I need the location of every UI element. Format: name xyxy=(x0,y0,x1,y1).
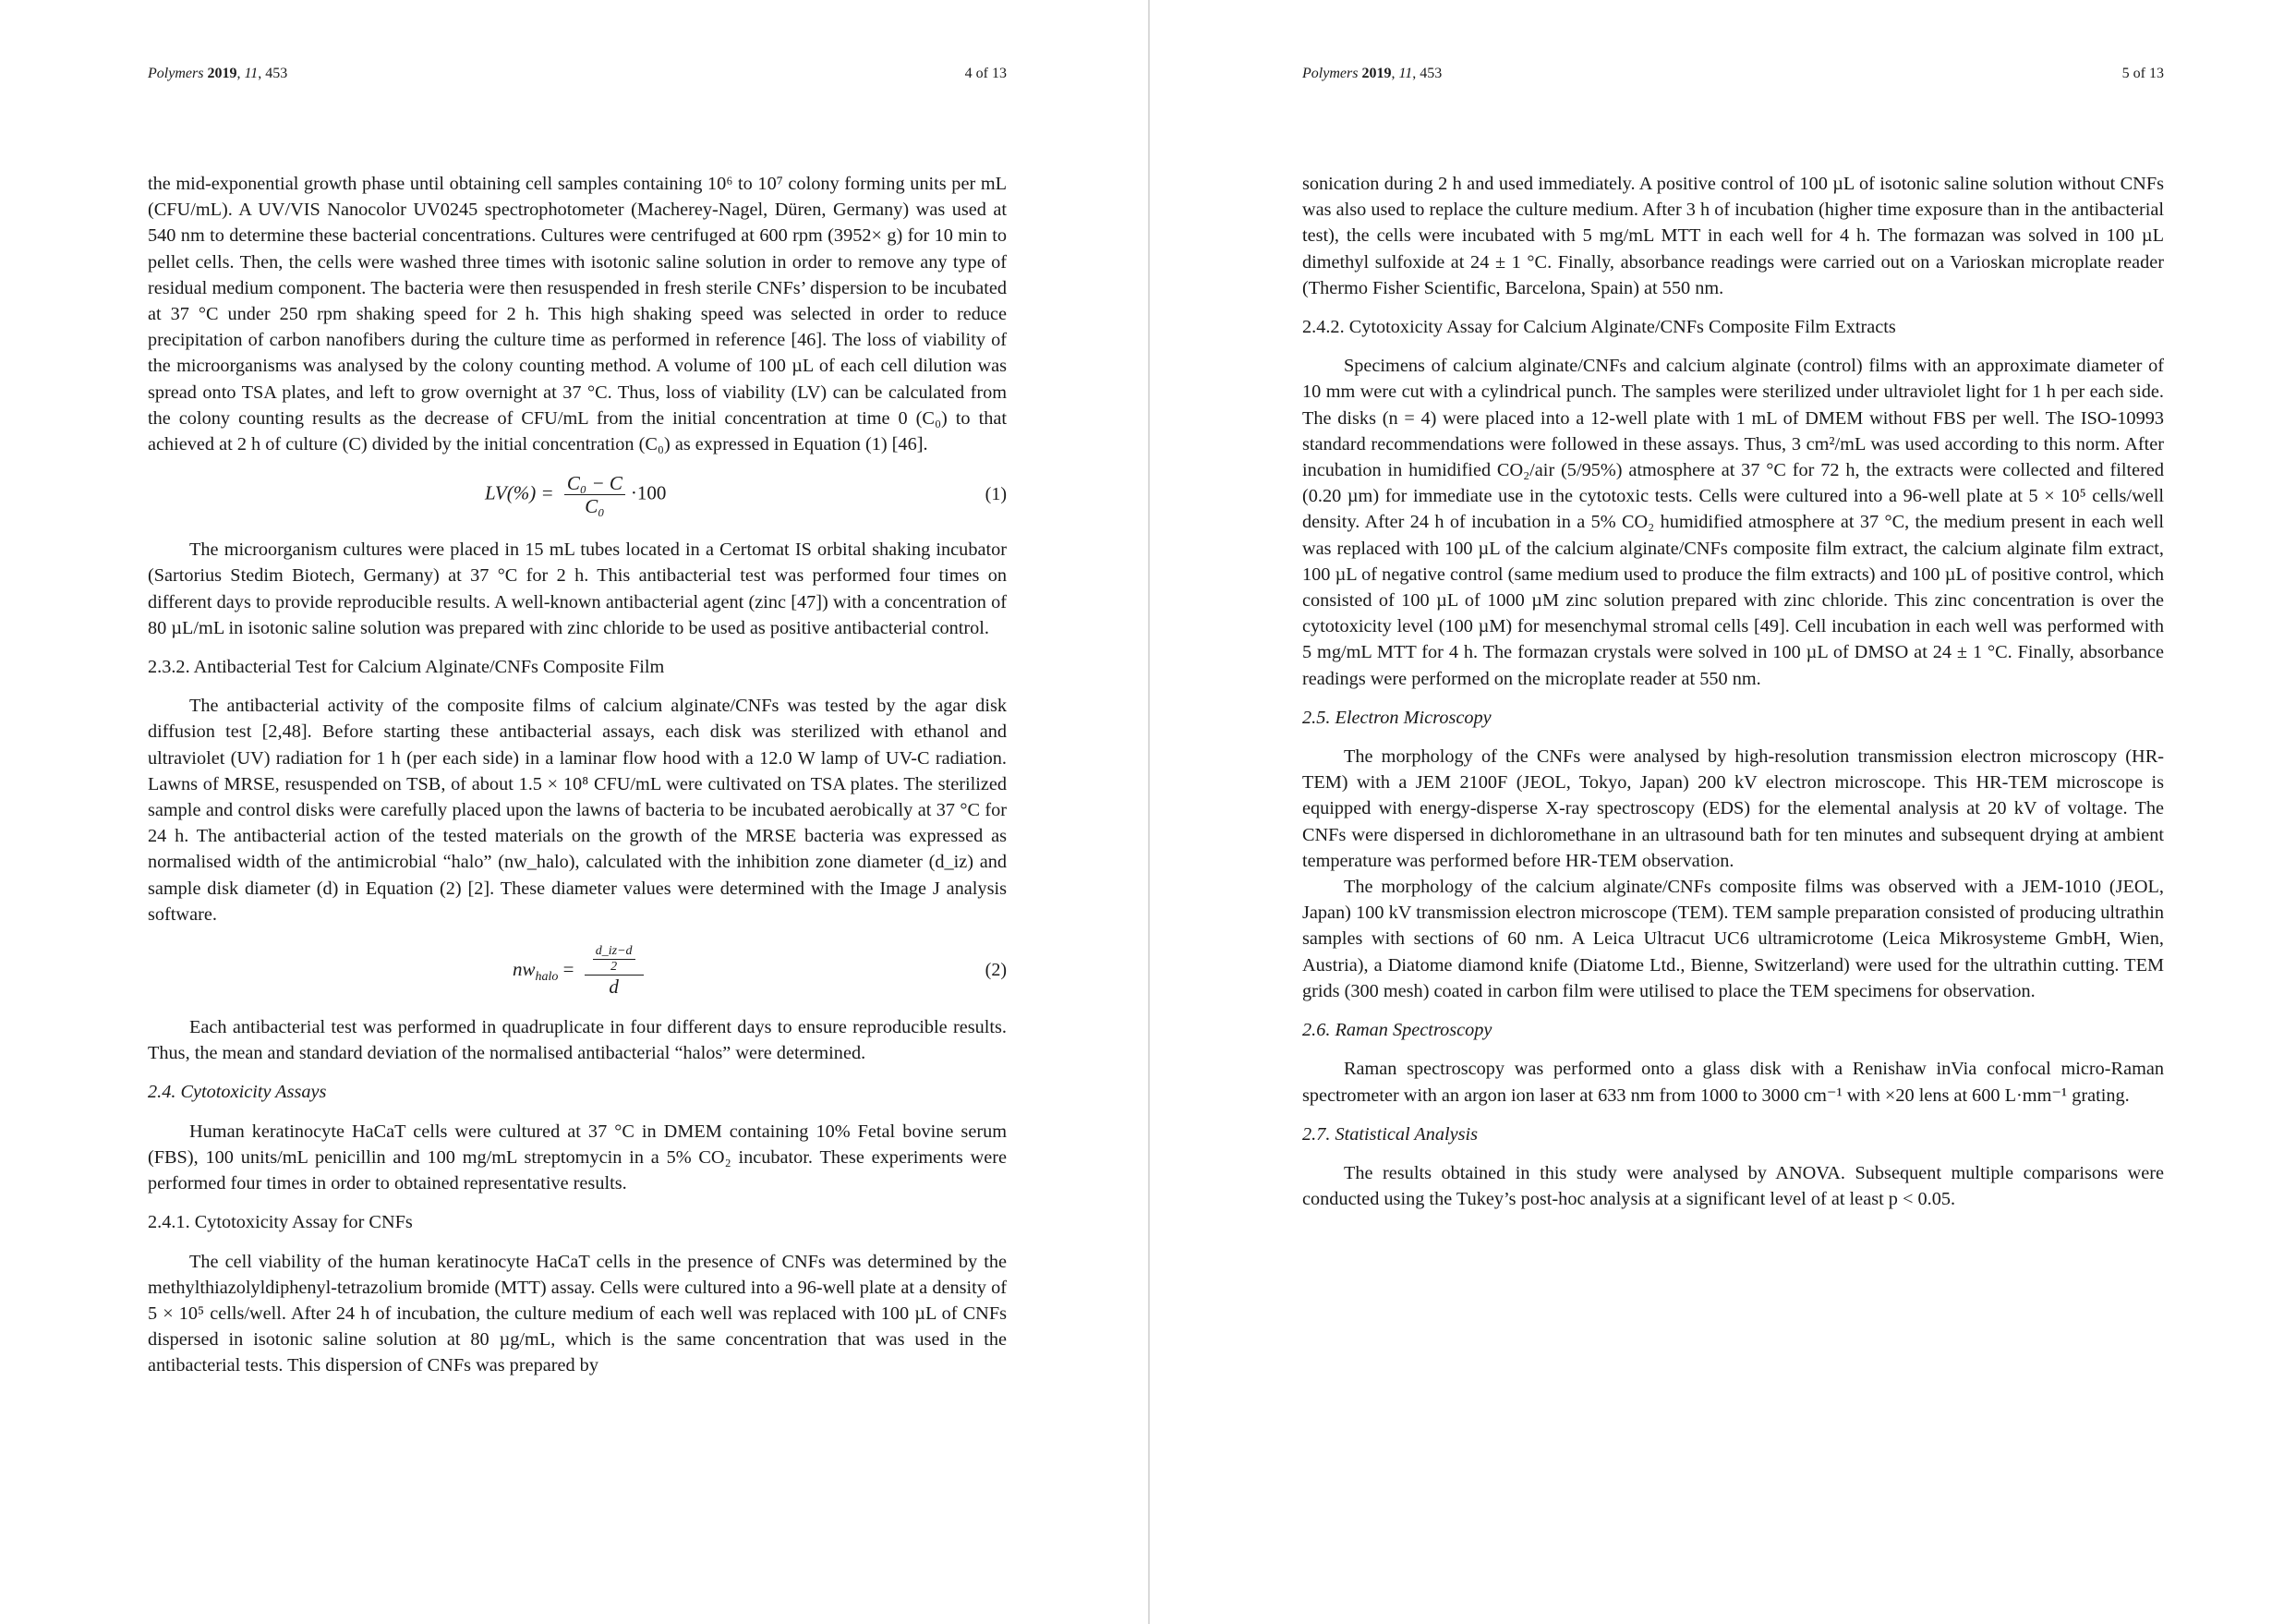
journal-citation: Polymers 2019, 11, 453 xyxy=(148,66,288,81)
equation-number: (2) xyxy=(985,960,1007,981)
inner-denominator: 2 xyxy=(610,960,618,975)
journal-article: 453 xyxy=(265,66,288,81)
running-header xyxy=(148,65,1007,83)
equation-number: (1) xyxy=(985,484,1007,505)
journal-year: 2019 xyxy=(207,66,237,81)
page-right xyxy=(1148,0,2296,1624)
page-number: 4 of 13 xyxy=(964,66,1007,81)
inner-numerator: d_iz−d xyxy=(593,944,635,960)
journal-volume: 11 xyxy=(244,66,259,81)
journal-citation: Polymers 2019, 11, 453 xyxy=(1302,66,1443,81)
running-header xyxy=(1302,65,2164,83)
paragraph: The cell viability of the human keratinocyte HaCaT cells in the presence of CNFs was determined by the methylthiazolyldiphenyl-tetrazolium bromide (MTT) assay. Cells were cultured into a 96-well plate at a density of 5 × 10⁵ cells/well. After 24 h of incubation, the culture medium of each well was replaced with 100 µL of CNFs dispersed in isotonic saline solution at 80 µg/mL, which is the same concentration that was used in the antibacterial tests. This dispersion of CNFs was prepared by xyxy=(148,1251,1007,1376)
section-heading: 2.7. Statistical Analysis xyxy=(1302,1123,1479,1145)
page-divider xyxy=(1148,0,1150,1624)
paragraph: Specimens of calcium alginate/CNFs and calcium alginate (control) films with an approximate diameter of 10 mm were cut with a cylindrical punch. The samples were sterilized under ultraviolet light for 1 h per each side. The disks (n = 4) were placed into a 12-well plate with 1 mL of DMEM without FBS per well. The ISO-10993 standard recommendations were followed in these assays. Thus, 3 cm²/mL was used according to this norm. After incubation in humidified CO₂/air (5/95%) atmosphere at 37 °C for 72 h, the extracts were collected and filtered (0.20 µm) for immediate use in the cytotoxic tests. Cells were cultured into a 96-well plate at 5 × 10⁵ cells/well density. After 24 h of incubation in a 5% CO₂ humidified atmosphere at 37 °C, the medium present in each well was replaced with 100 µL of the calcium alginate/CNFs composite film extract, the calcium alginate film extract, 100 µL of negative control (same medium used to produce the film extracts) and 100 µL of positive control, which consisted of 100 µL of 1000 µM zinc solution prepared with zinc chloride. This zinc concentration is over the cytotoxicity level (100 µM) for mesenchymal stromal cells [49]. Cell incubation in each well was performed with 5 mg/mL MTT for 4 h. The formazan crystals were solved in 100 µL of DMSO at 24 ± 1 °C. Finally, absorbance readings were performed on the microplate reader at 550 nm. xyxy=(1302,356,2164,689)
equation-fraction xyxy=(585,944,644,998)
equation-lhs-subscript: halo xyxy=(535,970,559,985)
paragraph: The antibacterial activity of the composite films of calcium alginate/CNFs was tested by the agar disk diffusion test [2,48]. Before starting these antibacterial assays, each disk was sterilized with ethanol and ultraviolet (UV) radiation for 1 h (per each side) in a laminar flow hood with a 12.0 W lamp of UV-C radiation. Lawns of MRSE, resuspended on TSB, of about 1.5 × 10⁸ CFU/mL were cultivated on TSA plates. The sterilized sample and control disks were carefully placed upon the lawns of bacteria to be incubated aerobically at 37 °C for 24 h. The antibacterial action of the tested materials on the growth of the MRSE bacteria was expressed as normalised width of the antimicrobial “halo” (nw_halo), calculated with the inhibition zone diameter (d_iz) and sample disk diameter (d) in Equation (2) [2]. These diameter values were determined with the Image J analysis software. xyxy=(148,696,1007,925)
page-number: 5 of 13 xyxy=(2121,66,2164,81)
section-heading: 2.4.1. Cytotoxicity Assay for CNFs xyxy=(148,1212,413,1233)
equation-2 xyxy=(148,935,1007,1007)
paragraph: Each antibacterial test was performed in quadruplicate in four different days to ensure reproducible results. Thus, the mean and standard deviation of the normalised antibacterial “halos” were determined. xyxy=(148,1017,1007,1064)
equation-tail: ·100 xyxy=(630,481,667,504)
journal-year: 2019 xyxy=(1361,66,1392,81)
equation-equals: = xyxy=(562,957,574,980)
equation-lhs: nw xyxy=(513,957,536,980)
inner-fraction xyxy=(593,944,635,975)
journal-name: Polymers xyxy=(1302,66,1359,81)
section-heading: 2.5. Electron Microscopy xyxy=(1302,707,1492,728)
fraction-denominator: d xyxy=(609,976,619,999)
equation-lhs: LV(%) = xyxy=(485,481,554,504)
text-column xyxy=(148,171,1007,1379)
fraction-numerator: C₀ − C xyxy=(564,472,625,495)
paragraph: Raman spectroscopy was performed onto a glass disk with a Renishaw inVia confocal micro-Raman spectrometer with an argon ion laser at 633 nm from 1000 to 3000 cm⁻¹ with ×20 lens at 600 L·mm⁻¹ grating. xyxy=(1302,1059,2164,1106)
journal-volume: 11 xyxy=(1398,66,1413,81)
section-heading: 2.4.2. Cytotoxicity Assay for Calcium Alginate/CNFs Composite Film Extracts xyxy=(1302,317,1896,338)
equation-body xyxy=(485,472,666,517)
journal-article: 453 xyxy=(1420,66,1443,81)
paragraph: sonication during 2 h and used immediately. A positive control of 100 µL of isotonic saline solution without CNFs was also used to replace the culture medium. After 3 h of incubation (higher time exposure than in the antibacterial test), the cells were incubated with 5 mg/mL MTT in each well for 4 h. The formazan was solved in 100 µL dimethyl sulfoxide at 24 ± 1 °C. Finally, absorbance readings were carried out on a Varioskan microplate reader (Thermo Fisher Scientific, Barcelona, Spain) at 550 nm. xyxy=(1302,174,2164,298)
paragraph: Human keratinocyte HaCaT cells were cultured at 37 °C in DMEM containing 10% Fetal bovine serum (FBS), 100 units/mL penicillin and 100 mg/mL streptomycin in a 5% CO₂ incubator. These experiments were performed four times in order to obtained representative results. xyxy=(148,1121,1007,1194)
paragraph: The microorganism cultures were placed in 15 mL tubes located in a Certomat IS orbital shaking incubator (Sartorius Stedim Biotech, Germany) at 37 °C for 2 h. This antibacterial test was performed four times on different days to provide reproducible results. A well-known antibacterial agent (zinc [47]) with a concentration of 80 µL/mL in isotonic saline solution was prepared with zinc chloride to be used as positive antibacterial control. xyxy=(148,539,1007,638)
section-heading: 2.4. Cytotoxicity Assays xyxy=(148,1082,327,1103)
text-column xyxy=(1302,171,2164,1212)
journal-name: Polymers xyxy=(148,66,204,81)
paragraph: The morphology of the CNFs were analysed by high-resolution transmission electron microscopy (HR-TEM) with a JEM 2100F (JEOL, Tokyo, Japan) 200 kV electron microscope. This HR-TEM microscope is equipped with energy-disperse X-ray spectroscopy (EDS) for the elemental analysis at 20 kV of voltage. The CNFs were dispersed in dichloromethane in an ultrasound bath for ten minutes and subsequent drying at ambient temperature was performed before HR-TEM observation. xyxy=(1302,746,2164,871)
section-heading: 2.3.2. Antibacterial Test for Calcium Alginate/CNFs Composite Film xyxy=(148,657,665,678)
equation-fraction xyxy=(564,472,625,517)
equation-body xyxy=(513,944,649,998)
paragraph: the mid-exponential growth phase until obtaining cell samples containing 10⁶ to 10⁷ colony forming units per mL (CFU/mL). A UV/VIS Nanocolor UV0245 spectrophotometer (Macherey-Nagel, Düren, Germany) was used at 540 nm to determine these bacterial concentrations. Cultures were centrifuged at 600 rpm (3952× g) for 10 min to pellet cells. Then, the cells were washed three times with isotonic saline solution in order to remove any type of residual medium component. The bacteria were then resuspended in fresh sterile CNFs’ dispersion to be incubated at 37 °C under 250 rpm shaking speed for 2 h. This high shaking speed was selected in order to reduce precipitation of carbon nanofibers during the culture time as performed in reference [46]. The loss of viability of the microorganisms was analysed by the colony counting method. A volume of 100 µL of each cell dilution was spread onto TSA plates, and left to grow overnight at 37 °C. Thus, loss of viability (LV) can be calculated from the colony counting results as the decrease of CFU/mL from the initial concentration at time 0 (C₀) to that achieved at 2 h of culture (C) divided by the initial concentration (C₀) as expressed in Equation (1) [46]. xyxy=(148,174,1007,455)
section-heading: 2.6. Raman Spectroscopy xyxy=(1302,1020,1492,1041)
paragraph: The morphology of the calcium alginate/CNFs composite films was observed with a JEM-1010 (JEOL, Japan) 100 kV transmission electron microscope (TEM). TEM sample preparation consisted of producing ultrathin samples with sections of 60 nm. A Leica Ultracut UC6 ultramicrotome (Leica Mikrosysteme GmbH, Wien, Austria), a Diatome diamond knife (Diatome Ltd., Bienne, Switzerland) were used for the ultrathin cutting. TEM grids (300 mesh) coated in carbon film were utilised to place the TEM specimens for observation. xyxy=(1302,877,2164,1001)
equation-1 xyxy=(148,465,1007,529)
paragraph: The results obtained in this study were analysed by ANOVA. Subsequent multiple comparisons were conducted using the Tukey’s post-hoc analysis at a significant level of at least p < 0.05. xyxy=(1302,1162,2164,1210)
fraction-denominator: C₀ xyxy=(585,495,605,518)
